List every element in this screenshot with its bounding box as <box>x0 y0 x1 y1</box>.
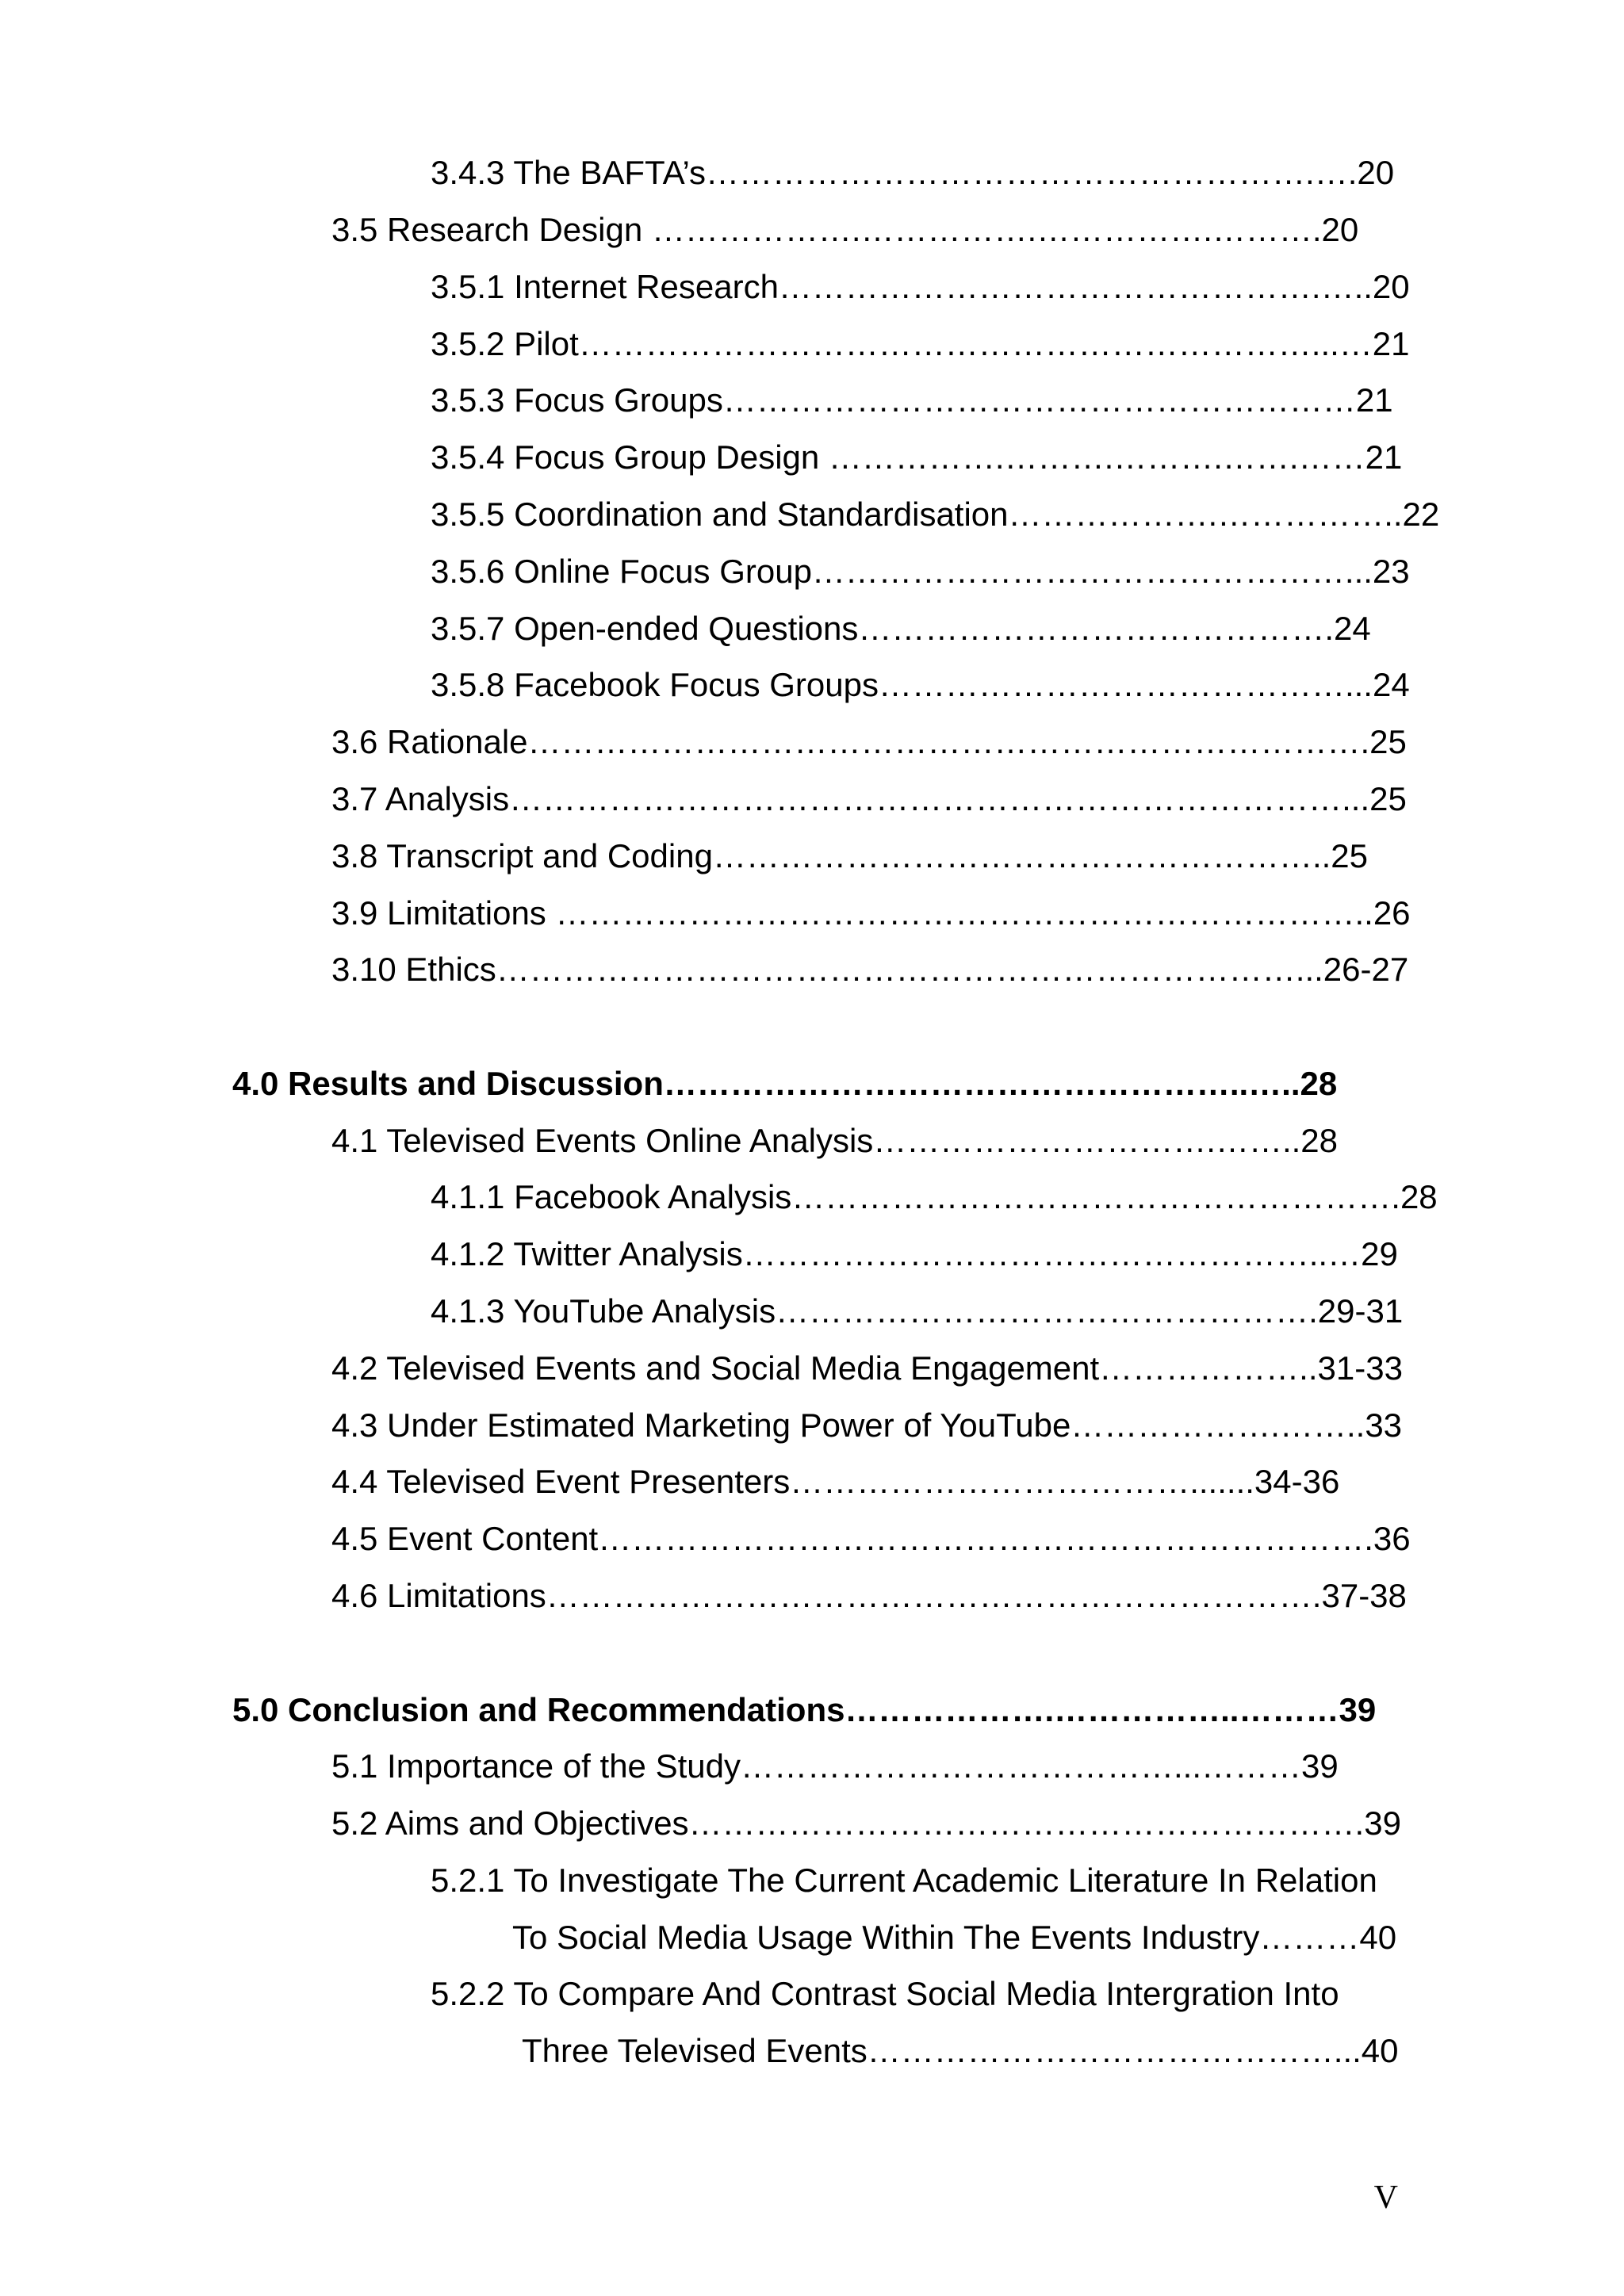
document-page: 3.4.3 The BAFTA’s……………………………………………….….20 3.5 Research Design ……………….…………….…………….……….20 3.5.1 Internet Research………………………………………….…..20 3.5.2 Pilot…………………………………………………………...…21 3.5.3 Focus Groups…………………………………………………21 3.5.4 Focus Group Design …………….……….……….…….……21 3.5.5 Coordination and Standardisation……………….……………..22 3.5.6 Online Focus Group…………………………………………...23 3.5.7 Open-ended Questions…………………………………….24 3.5.8 Facebook Focus Groups……………………………………...24 3.6 Rationale………………………………………………………………….25 3.7 Analysis…………………………………………………………………...25 3.8 Transcript and Coding………………………………………………..25 3.9 Limitations ………………………………………………………………..26 3.10 Ethics………………………………………………………………...26-27 4.0 Results and Discussion……………………………………………..…..28 4.1 Televised Events Online Analysis………………………….……..28 4.1.1 Facebook Analysis……………………………………………….28 4.1.2 Twitter Analysis……………………………………………..…29 4.1.3 YouTube Analysis………………………………………….29-31 4.2 Televised Events and Social Media Engagement………………..31-33 4.3 Under Estimated Marketing Power of YouTube……………….……..33 4.4 Televised Event Presenters……………………………….......34-36 4.5 Event Content…………………………………………………………….36 4.6 Limitations…………………………………………………………….37-38 5.0 Conclusion and Recommendations……………….……………..………39 5.1 Importance of the Study…………………………………...………39 5.2 Aims and Objectives…………………………………………………….39 5.2.1 To Investigate The Current Academic Literature In Relation To Social Media Usage Within The Events Industry………40 5.2.2 To Compare And Contrast Social Media Intergration Into Three Televised Events……………………………………...40 V <box>232 154 1440 2216</box>
page-number: V <box>1373 2179 1398 2216</box>
